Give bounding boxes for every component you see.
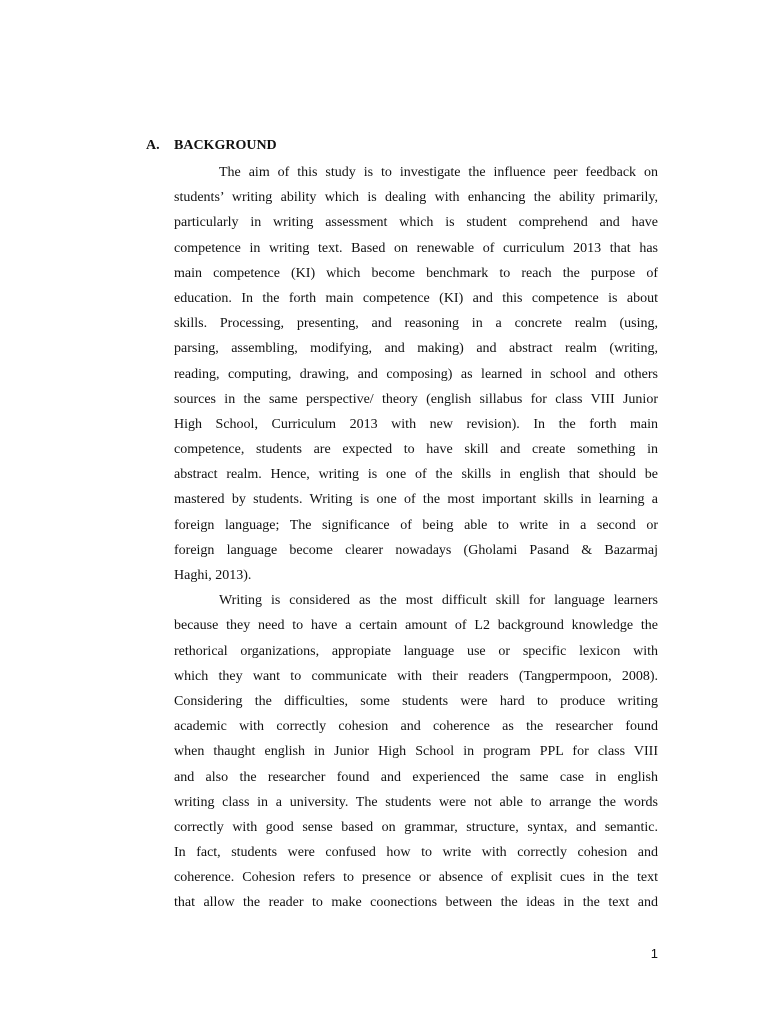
paragraph-line: reading, computing, drawing, and composing) as learned in school and others [174, 366, 658, 382]
paragraph-line: mastered by students. Writing is one of the most important skills in learning a [174, 492, 658, 508]
paragraph-line: academic with correctly cohesion and coherence as the researcher found [174, 719, 658, 735]
paragraph-line: writing class in a university. The students were not able to arrange the words [174, 794, 658, 810]
paragraph-line: abstract realm. Hence, writing is one of the skills in english that should be [174, 467, 658, 483]
paragraph-line: The aim of this study is to investigate the influence peer feedback on [219, 165, 658, 180]
paragraph-line: and also the researcher found and experienced the same case in english [174, 769, 658, 785]
paragraph-line: main competence (KI) which become benchmark to reach the purpose of [174, 265, 658, 281]
paragraph-line: competence in writing text. Based on renewable of curriculum 2013 that has [174, 240, 658, 256]
paragraph-line: competence, students are expected to have skill and create something in [174, 442, 658, 458]
paragraph-line: particularly in writing assessment which is student comprehend and have [174, 215, 658, 231]
page-number: 1 [650, 946, 658, 961]
paragraph-line: Writing is considered as the most difficult skill for language learners [219, 593, 658, 609]
paragraph-line: foreign language become clearer nowadays (Gholami Pasand & Bazarmaj [174, 542, 658, 558]
paragraph-line: education. In the forth main competence (KI) and this competence is about [174, 290, 658, 306]
paragraph-line: High School, Curriculum 2013 with new revision). In the forth main [174, 416, 658, 432]
paragraph-line: coherence. Cohesion refers to presence or absence of explisit cues in the text [174, 870, 658, 886]
paragraph-line: parsing, assembling, modifying, and making) and abstract realm (writing, [174, 341, 658, 357]
paragraph-line: rethorical organizations, appropiate language use or specific lexicon with [174, 643, 658, 659]
paragraph-line: students’ writing ability which is dealing with enhancing the ability primarily, [174, 190, 658, 206]
section-letter: A. [146, 138, 160, 153]
paragraph-line: Considering the difficulties, some students were hard to produce writing [174, 693, 658, 709]
paragraph-line: sources in the same perspective/ theory (english sillabus for class VIII Junior [174, 391, 658, 407]
paragraph-line: foreign language; The significance of being able to write in a second or [174, 517, 658, 533]
paragraph-line: that allow the reader to make coonections between the ideas in the text and [174, 895, 658, 911]
body-text [174, 160, 658, 916]
section-title: BACKGROUND [174, 138, 277, 153]
section-heading [146, 137, 277, 155]
paragraph-line: correctly with good sense based on grammar, structure, syntax, and semantic. [174, 819, 658, 835]
paragraph-line: because they need to have a certain amount of L2 background knowledge the [174, 618, 658, 634]
paragraph-line: skills. Processing, presenting, and reasoning in a concrete realm (using, [174, 316, 658, 332]
paragraph-line: In fact, students were confused how to write with correctly cohesion and [174, 845, 658, 861]
paragraph-line: Haghi, 2013). [174, 568, 252, 583]
paragraph-line: when thaught english in Junior High School in program PPL for class VIII [174, 744, 658, 760]
paragraph-line: which they want to communicate with their readers (Tangpermpoon, 2008). [174, 668, 658, 684]
